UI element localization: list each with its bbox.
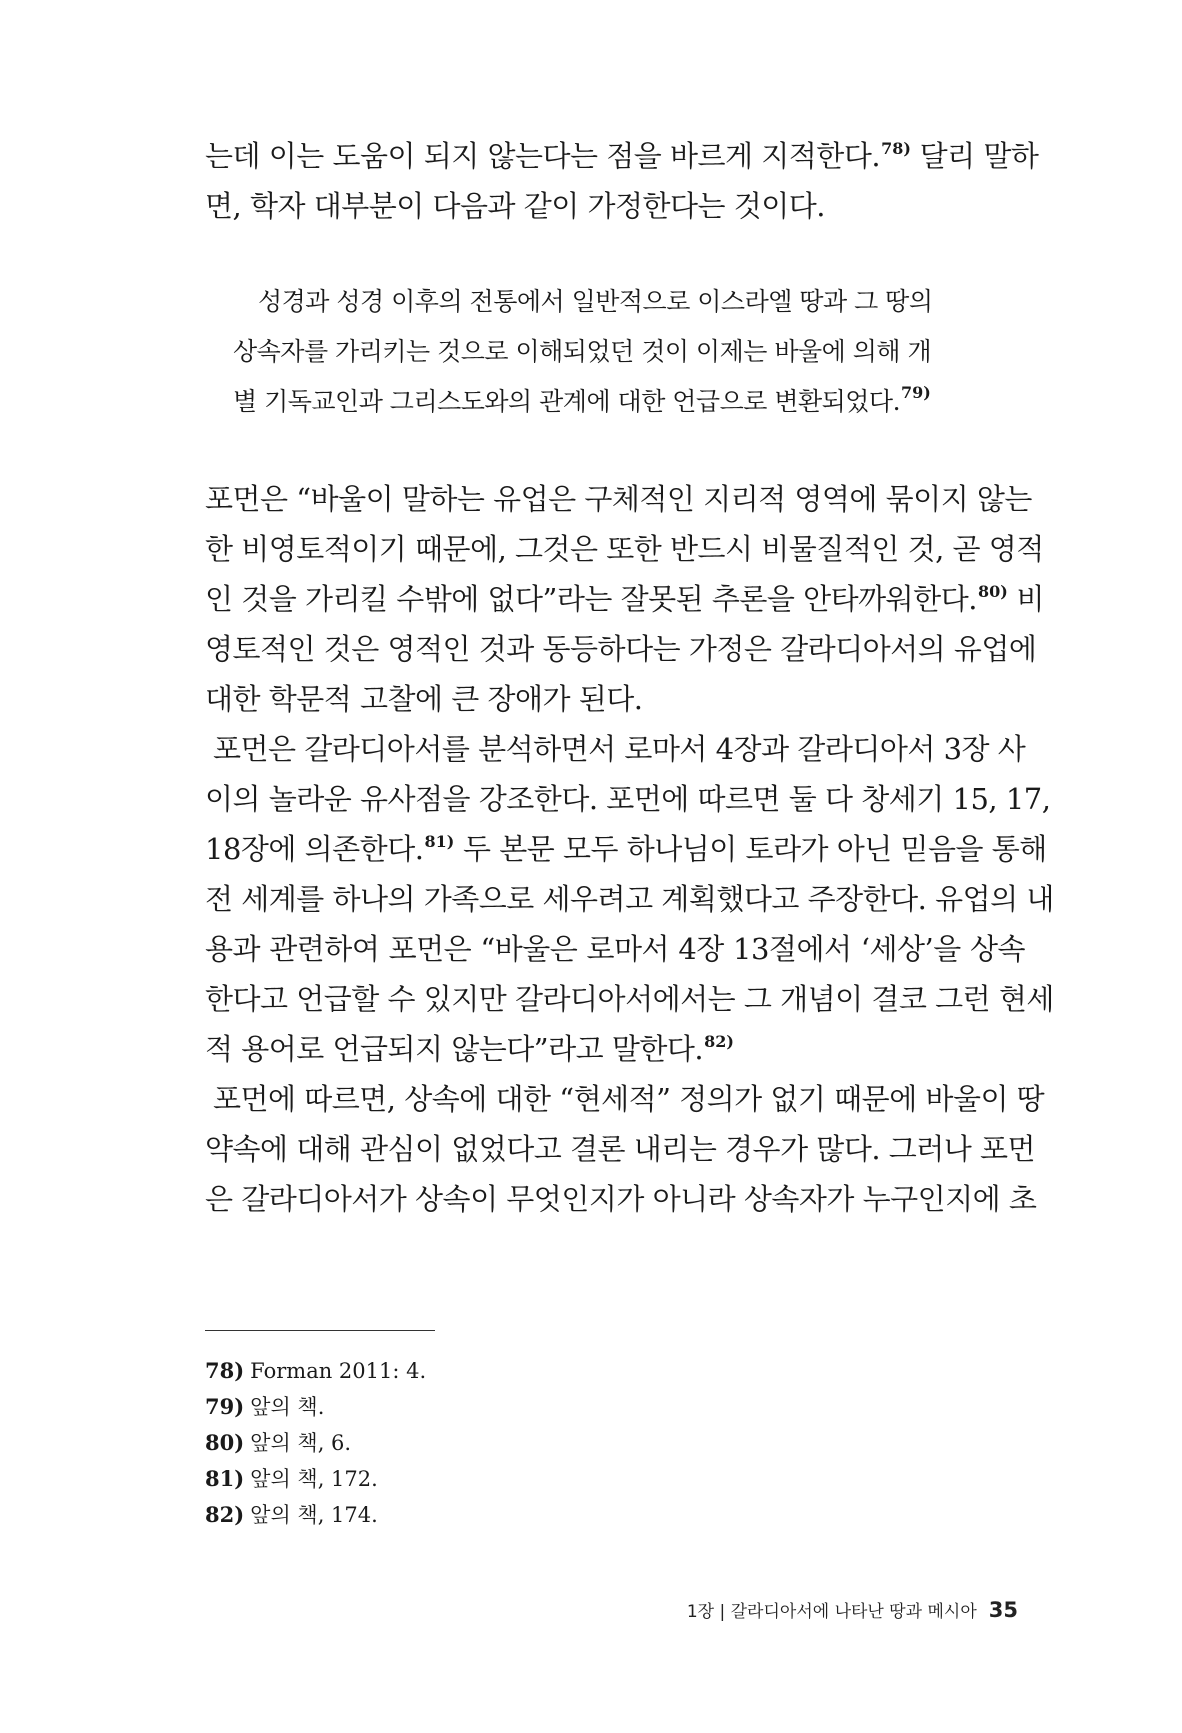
body-line: 전 세계를 하나의 가족으로 세우려고 계획했다고 주장한다. 유업의 내 bbox=[205, 882, 1054, 916]
footnote-text: 앞의 책, 6. bbox=[250, 1431, 352, 1455]
body-line: 은 갈라디아서가 상속이 무엇인지가 아니라 상속자가 누구인지에 초 bbox=[205, 1182, 1037, 1216]
footnote bbox=[205, 1393, 324, 1421]
block-quote-line: 상속자를 가리키는 것으로 이해되었던 것이 이제는 바울에 의해 개 bbox=[233, 337, 932, 366]
footnote-ref[interactable]: 80) bbox=[977, 582, 1008, 601]
body-line: 용과 관련하여 포먼은 “바울은 로마서 4장 13절에서 ‘세상’을 상속 bbox=[205, 932, 1025, 966]
footnote-number: 81) bbox=[205, 1466, 245, 1491]
body-line: 인 것을 가리킬 수밖에 없다”라는 잘못된 추론을 안타까워한다.$^{80)}$ 비 bbox=[205, 582, 1045, 616]
footnote-separator bbox=[205, 1330, 435, 1331]
footnote-ref[interactable]: 81) bbox=[424, 832, 455, 851]
body-line: 한다고 언급할 수 있지만 갈라디아서에서는 그 개념이 결코 그런 현세 bbox=[205, 982, 1054, 1016]
footnote-number: 78) bbox=[205, 1358, 245, 1383]
footnote bbox=[205, 1357, 426, 1385]
footnote-number: 79) bbox=[205, 1394, 245, 1419]
body-line: 포먼에 따르면, 상속에 대한 “현세적” 정의가 없기 때문에 바울이 땅 bbox=[213, 1082, 1045, 1116]
body-line: 이의 놀라운 유사점을 강조한다. 포먼에 따르면 둘 다 창세기 15, 17, bbox=[205, 782, 1051, 816]
block-quote-line: 별 기독교인과 그리스도와의 관계에 대한 언급으로 변환되었다.$^{79)}$ bbox=[233, 383, 931, 416]
footnote bbox=[205, 1501, 378, 1529]
body-line: 적 용어로 언급되지 않는다”라고 말한다.$^{82)}$ bbox=[205, 1032, 734, 1066]
footnote-text: Forman 2011: 4. bbox=[250, 1359, 427, 1383]
body-line: 포먼은 갈라디아서를 분석하면서 로마서 4장과 갈라디아서 3장 사 bbox=[213, 732, 1026, 766]
body-line: 영토적인 것은 영적인 것과 동등하다는 가정은 갈라디아서의 유업에 bbox=[205, 632, 1037, 666]
footnote-ref[interactable]: 82) bbox=[704, 1032, 734, 1051]
footnote-text: 앞의 책. bbox=[250, 1395, 325, 1419]
footnote-ref[interactable]: 78) bbox=[881, 139, 911, 158]
body-line: 면, 학자 대부분이 다음과 같이 가정한다는 것이다. bbox=[205, 189, 826, 223]
footnote bbox=[205, 1465, 378, 1493]
chapter-title: 1장 | 갈라디아서에 나타난 땅과 메시아 bbox=[686, 1602, 977, 1622]
footnote bbox=[205, 1429, 351, 1457]
footnote-text: 앞의 책, 174. bbox=[250, 1503, 378, 1527]
body-line: 약속에 대해 관심이 없었다고 결론 내리는 경우가 많다. 그러나 포먼 bbox=[205, 1132, 1036, 1166]
footnote-ref[interactable]: 79) bbox=[901, 383, 931, 402]
body-line: 는데 이는 도움이 되지 않는다는 점을 바르게 지적한다.$^{78)}$ 달리 말하 bbox=[205, 139, 1039, 173]
footnote-number: 80) bbox=[205, 1430, 245, 1455]
block-quote-line: 성경과 성경 이후의 전통에서 일반적으로 이스라엘 땅과 그 땅의 bbox=[258, 287, 933, 316]
running-footer bbox=[687, 1598, 1018, 1624]
body-line: 한 비영토적이기 때문에, 그것은 또한 반드시 비물질적인 것, 곧 영적 bbox=[205, 532, 1044, 566]
footnote-number: 82) bbox=[205, 1502, 245, 1527]
body-line: 포먼은 “바울이 말하는 유업은 구체적인 지리적 영역에 묶이지 않는 bbox=[205, 482, 1032, 516]
body-line: 대한 학문적 고찰에 큰 장애가 된다. bbox=[205, 682, 643, 716]
page-number: 35 bbox=[988, 1598, 1018, 1622]
body-line: 18장에 의존한다.$^{81)}$ 두 본문 모두 하나님이 토라가 아닌 믿음을 통해 bbox=[205, 832, 1047, 866]
footnote-text: 앞의 책, 172. bbox=[250, 1467, 378, 1491]
